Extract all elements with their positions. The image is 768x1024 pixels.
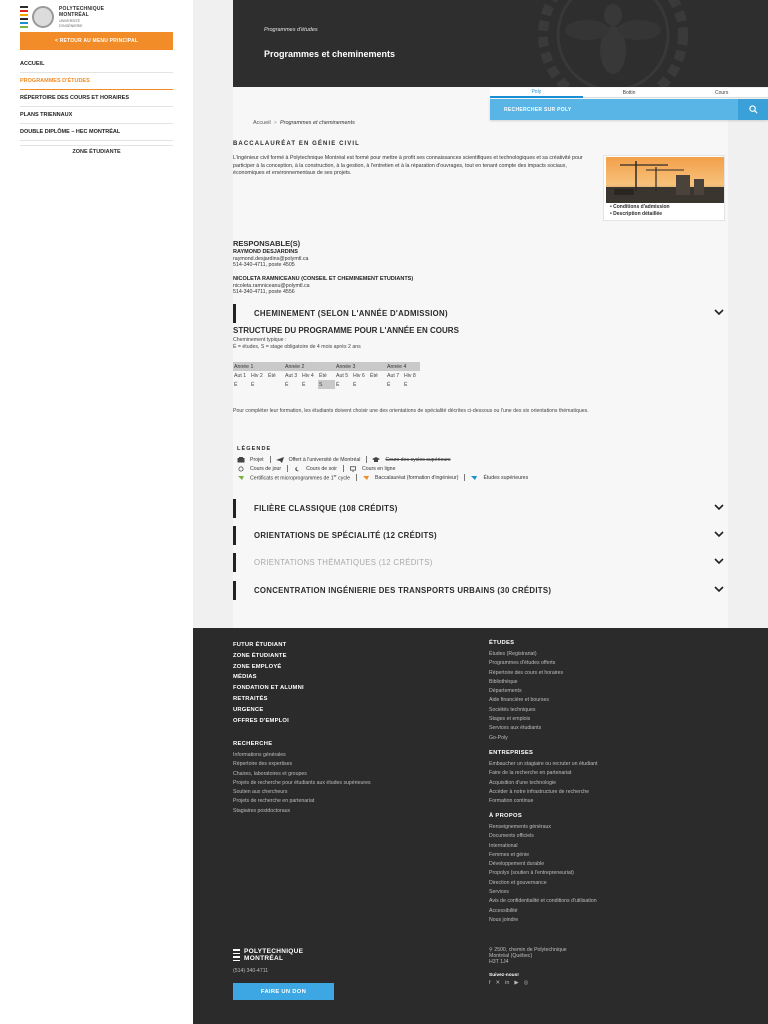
legend-baccalaureat: Baccalauréat (formation d'ingénieur) (362, 475, 458, 481)
construction-photo (606, 157, 724, 203)
footer-link-zone-employe[interactable]: ZONE EMPLOYÉ (233, 663, 282, 670)
year-cell: Année 3 (335, 362, 386, 371)
accordion-title: FILIÈRE CLASSIQUE (108 CRÉDITS) (254, 504, 398, 513)
logo-sub1: UNIVERSITÉ (59, 19, 81, 23)
instagram-icon[interactable]: ◎ (523, 980, 529, 986)
moon-icon (293, 466, 301, 472)
bookmark-blue-icon (470, 475, 478, 481)
footer-heading-recherche[interactable]: RECHERCHE (233, 741, 273, 747)
footer-link[interactable]: Acquisition d'une technologie (489, 779, 557, 786)
responsable-email[interactable]: raymond.desjardins@polymtl.ca (233, 255, 309, 262)
footer-link-fondation[interactable]: FONDATION ET ALUMNI (233, 685, 304, 692)
footer-link[interactable]: Développement durable (489, 861, 545, 868)
footer-link[interactable]: Accessibilité (489, 907, 518, 914)
footer-link[interactable]: International (489, 842, 518, 849)
legend-row-1 (237, 456, 457, 463)
search-input[interactable] (490, 99, 738, 120)
footer-entreprises (489, 750, 597, 806)
footer-link[interactable]: Avis de confidentialité et conditions d'utilisation (489, 898, 597, 905)
footer-link[interactable]: Services aux étudiants (489, 725, 542, 732)
side-item-programmes[interactable]: PROGRAMMES D'ÉTUDES (20, 73, 173, 90)
term-cell: Hiv 2 (251, 372, 263, 379)
program-intro: L'ingénieur civil formé à Polytechnique Montréal est formé pour mettre à profit ses connaissances scientifiques et technologiques et sa créativité pour participer à la conception, à la construction, à la gestion, à l'entretien et à la réparation d'ouvrages, tout en tenant compte des impacts sociaux, économiques et environnementaux de ses projets. (233, 155, 583, 177)
program-title: BACCALAURÉAT EN GÉNIE CIVIL (233, 141, 360, 147)
accordion-concentration-transports[interactable] (233, 581, 728, 600)
activity-cell-stage: S (318, 380, 335, 389)
footer-heading-entreprises[interactable]: ENTREPRISES (489, 750, 534, 756)
page-title: Programmes et cheminements (264, 49, 396, 59)
footer-link[interactable]: Direction et gouvernance (489, 879, 547, 886)
footer-etudes (489, 640, 563, 743)
side-item-zone-etudiante[interactable]: ZONE ÉTUDIANTE (20, 145, 173, 155)
footer-link[interactable]: Aide financière et bourses (489, 697, 549, 704)
breadcrumb-home[interactable]: Accueil (253, 120, 271, 126)
side-item-double-diplome[interactable]: DOUBLE DIPLÔME – HEC MONTRÉAL (20, 124, 173, 141)
footer-heading-etudes[interactable]: ÉTUDES (489, 640, 515, 646)
structure-note (233, 337, 361, 350)
search-button[interactable] (738, 99, 768, 120)
footer-link-urgence[interactable]: URGENCE (233, 706, 264, 713)
term-cell: Hiv 6 (353, 372, 365, 379)
footer-link[interactable]: Renseignements généraux (489, 824, 552, 830)
responsables-heading: RESPONSABLE(S) (233, 239, 301, 248)
tab-bottin[interactable]: Bottin (583, 88, 676, 98)
side-item-repertoire[interactable]: RÉPERTOIRE DES COURS ET HORAIRES (20, 90, 173, 107)
footer-link[interactable]: Études (Registrariat) (489, 651, 537, 657)
chevron-down-icon (714, 503, 724, 511)
footer (193, 628, 768, 1024)
legend-certificats: Certificats et microprogrammes de 1er cycle (237, 474, 350, 482)
hero-kicker: Programmes d'études (264, 27, 318, 33)
side-item-plans-triennaux[interactable]: PLANS TRIENNAUX (20, 107, 173, 124)
footer-link[interactable]: Propolys (soutien à l'entrepreneuriat) (489, 870, 574, 877)
typical-legend: É = études, S = stage obligatoire de 4 mois après 2 ans (233, 343, 361, 350)
footer-link[interactable]: Soutien aux chercheurs (233, 789, 288, 796)
activity-cell: É (285, 381, 289, 388)
detailed-description-link[interactable]: • Description détaillée (610, 211, 663, 217)
tab-poly[interactable]: Poly (490, 88, 583, 98)
map-pin-icon: ⚲ (489, 947, 493, 953)
table-row-terms (233, 371, 420, 380)
chevron-down-icon (714, 308, 724, 316)
activity-cell: É (302, 381, 306, 388)
project-icon (237, 457, 245, 463)
polytechnique-logo[interactable] (20, 6, 104, 28)
footer-apropos (489, 813, 597, 925)
facebook-icon[interactable]: f (489, 980, 491, 986)
activity-cell: É (404, 381, 408, 388)
logo-line2: MONTRÉAL (59, 12, 89, 18)
accordion-cheminement[interactable] (233, 304, 728, 323)
footer-link[interactable]: Femmes et génie (489, 851, 530, 858)
x-icon[interactable]: ✕ (495, 980, 501, 986)
youtube-icon[interactable]: ▶ (514, 980, 519, 986)
accordion-orientations-thematiques[interactable] (233, 553, 728, 572)
legend-cycles-superieurs: Cours des cycles supérieurs (372, 457, 450, 463)
term-cell: Aut 5 (336, 372, 349, 379)
footer-link[interactable]: Chaires, laboratoires et groupes (233, 770, 307, 777)
legend-cours-ligne: Cours en ligne (349, 466, 395, 472)
sun-icon (237, 466, 245, 472)
footer-link[interactable]: Accéder à notre infrastructure de recherche (489, 788, 590, 795)
responsable-email[interactable]: nicoleta.ramniceanu@polymtl.ca (233, 282, 310, 289)
program-side-card (603, 155, 725, 221)
activity-cell (267, 380, 284, 389)
graduation-cap-icon (372, 457, 380, 463)
term-cell: Hiv 8 (404, 372, 416, 379)
year-cell: Année 4 (386, 362, 420, 371)
activity-cell: É (336, 381, 340, 388)
search-icon (749, 105, 758, 114)
paper-plane-icon (276, 457, 284, 463)
legend-cours-jour: Cours de jour (237, 466, 281, 472)
hero-banner (233, 0, 768, 87)
footer-link[interactable]: Nous joindre (489, 916, 519, 923)
footer-link[interactable]: Go-Poly (489, 734, 508, 741)
chevron-down-icon (714, 530, 724, 538)
term-cell: Aut 7 (387, 372, 400, 379)
footer-link-zone-etudiante[interactable]: ZONE ÉTUDIANTE (233, 652, 287, 659)
breadcrumb-current: Programmes et cheminements (279, 120, 355, 126)
legend-projet: Projet (237, 457, 264, 463)
logo-sub2: D'INGÉNIERIE (59, 24, 83, 28)
accordion-title: ORIENTATIONS THÉMATIQUES (12 CRÉDITS) (254, 558, 433, 567)
footer-main-links (233, 640, 304, 726)
orientation-note: Pour compléter leur formation, les étudiants doivent choisir une des orientations de spécialité décrites ci-dessous ou l'une des six orientations thématiques. (233, 408, 589, 414)
footer-link[interactable]: Projets de recherche pour étudiants aux études supérieures (233, 779, 371, 786)
legend-etudes-sup: Études supérieures (470, 475, 528, 481)
activity-cell: É (387, 381, 391, 388)
chevron-down-icon (714, 557, 724, 565)
responsable-2 (233, 276, 413, 296)
footer-link[interactable]: Programmes d'études offerts (489, 660, 556, 667)
follow-us-label: Suivez-nous! (489, 973, 519, 978)
legend-udem: Offert à l'université de Montréal (276, 457, 361, 463)
activity-cell: É (353, 381, 357, 388)
responsable-phone: 514-340-4711, poste 4556 (233, 289, 295, 296)
legend-row-3 (237, 474, 534, 482)
chevron-down-icon (714, 585, 724, 593)
back-to-main-menu-button[interactable]: < RETOUR AU MENU PRINCIPAL (20, 32, 173, 50)
footer-link[interactable]: Bibliothèque (489, 678, 518, 685)
search-tabs (490, 88, 768, 98)
footer-link-futur-etudiant[interactable]: FUTUR ÉTUDIANT (233, 642, 287, 648)
logo-bars-icon (233, 949, 240, 961)
year-cell: Année 1 (233, 362, 284, 371)
monitor-icon (349, 466, 357, 472)
responsable-name: NICOLETA RAMNICEANU (CONSEIL ET CHEMINEMENT ETUDIANTS) (233, 276, 414, 282)
footer-link[interactable]: Départements (489, 688, 522, 695)
crest-icon (32, 6, 54, 28)
activity-cell: É (251, 381, 255, 388)
term-cell: Aut 1 (234, 372, 247, 379)
footer-logo[interactable] (233, 948, 303, 962)
breadcrumb-separator: > (273, 120, 277, 126)
accordion-title: ORIENTATIONS DE SPÉCIALITÉ (12 CRÉDITS) (254, 531, 437, 540)
footer-link[interactable]: Stages et emplois (489, 716, 531, 723)
footer-link[interactable]: Informations générales (233, 752, 286, 758)
footer-link-offres-emploi[interactable]: OFFRES D'EMPLOI (233, 717, 289, 724)
social-links (489, 980, 528, 986)
footer-link[interactable]: Répertoire des expertises (233, 761, 293, 768)
footer-link[interactable]: Formation continue (489, 798, 534, 805)
accordion-orientations-specialite[interactable] (233, 526, 728, 545)
structure-heading: STRUCTURE DU PROGRAMME POUR L'ANNÉE EN COURS (233, 326, 459, 335)
donate-button[interactable]: FAIRE UN DON (233, 983, 334, 1000)
year-cell: Année 2 (284, 362, 335, 371)
footer-link[interactable]: Projets de recherche en partenariat (233, 798, 315, 805)
footer-link-medias[interactable]: MÉDIAS (233, 674, 257, 681)
table-row-years (233, 362, 420, 371)
responsable-phone: 514-340-4711, poste 4505 (233, 262, 295, 269)
footer-phone: (514) 340-4711 (233, 968, 269, 974)
side-item-accueil[interactable]: ACCUEIL (20, 56, 173, 73)
bookmark-orange-icon (362, 475, 370, 481)
term-cell: Été (268, 372, 276, 379)
tab-cours[interactable]: Cours (675, 88, 768, 98)
table-row-activities (233, 380, 420, 389)
footer-link[interactable]: Faire de la recherche en partenariat (489, 770, 572, 777)
footer-link[interactable]: Embaucher un stagiaire ou recruter un étudiant (489, 761, 598, 767)
term-cell: Été (370, 372, 378, 379)
bee-gear-watermark-icon (513, 0, 713, 87)
footer-recherche (233, 741, 371, 816)
admission-conditions-link[interactable]: • Conditions d'admission (610, 204, 670, 210)
footer-link[interactable]: Documents officiels (489, 833, 534, 840)
typical-label: Cheminement typique : (233, 337, 287, 343)
sidebar (0, 0, 193, 1024)
breadcrumb (253, 120, 355, 126)
footer-link[interactable]: Stagiaires postdoctoraux (233, 807, 291, 814)
legend-cours-soir: Cours de soir (293, 466, 337, 472)
footer-link[interactable]: Répertoire des cours et horaires (489, 669, 564, 676)
search-bar (490, 99, 768, 120)
logo-bars-icon (20, 6, 28, 28)
bookmark-green-icon (237, 475, 245, 481)
accordion-filiere-classique[interactable] (233, 499, 728, 518)
activity-cell: É (234, 381, 238, 388)
responsable-name: RAYMOND DESJARDINS (233, 249, 298, 255)
program-structure-table (233, 362, 420, 389)
side-nav (20, 56, 173, 141)
term-cell: Été (319, 372, 327, 379)
footer-address: ⚲ 2500, chemin de Polytechnique Montréal (Québec) H3T 1J4 (489, 947, 567, 965)
accordion-title: CHEMINEMENT (SELON L'ANNÉE D'ADMISSION) (254, 309, 448, 318)
footer-logo-line2: MONTRÉAL (244, 955, 284, 962)
responsable-1 (233, 249, 308, 269)
footer-logo-line1: POLYTECHNIQUE (244, 948, 304, 955)
accordion-title: CONCENTRATION INGÉNIERIE DES TRANSPORTS URBAINS (30 CRÉDITS) (254, 586, 552, 595)
linkedin-icon[interactable]: in (505, 980, 510, 986)
legend-heading: LÉGENDE (237, 446, 272, 452)
legend-row-2 (237, 465, 401, 472)
footer-link[interactable]: Sociétés techniques (489, 706, 536, 713)
activity-cell (369, 380, 386, 389)
term-cell: Aut 3 (285, 372, 298, 379)
term-cell: Hiv 4 (302, 372, 314, 379)
footer-link-retraites[interactable]: RETRAITÉS (233, 695, 268, 702)
logo-line1: POLYTECHNIQUE (59, 6, 105, 12)
footer-heading-apropos[interactable]: À PROPOS (489, 813, 523, 819)
footer-link[interactable]: Services (489, 889, 509, 896)
